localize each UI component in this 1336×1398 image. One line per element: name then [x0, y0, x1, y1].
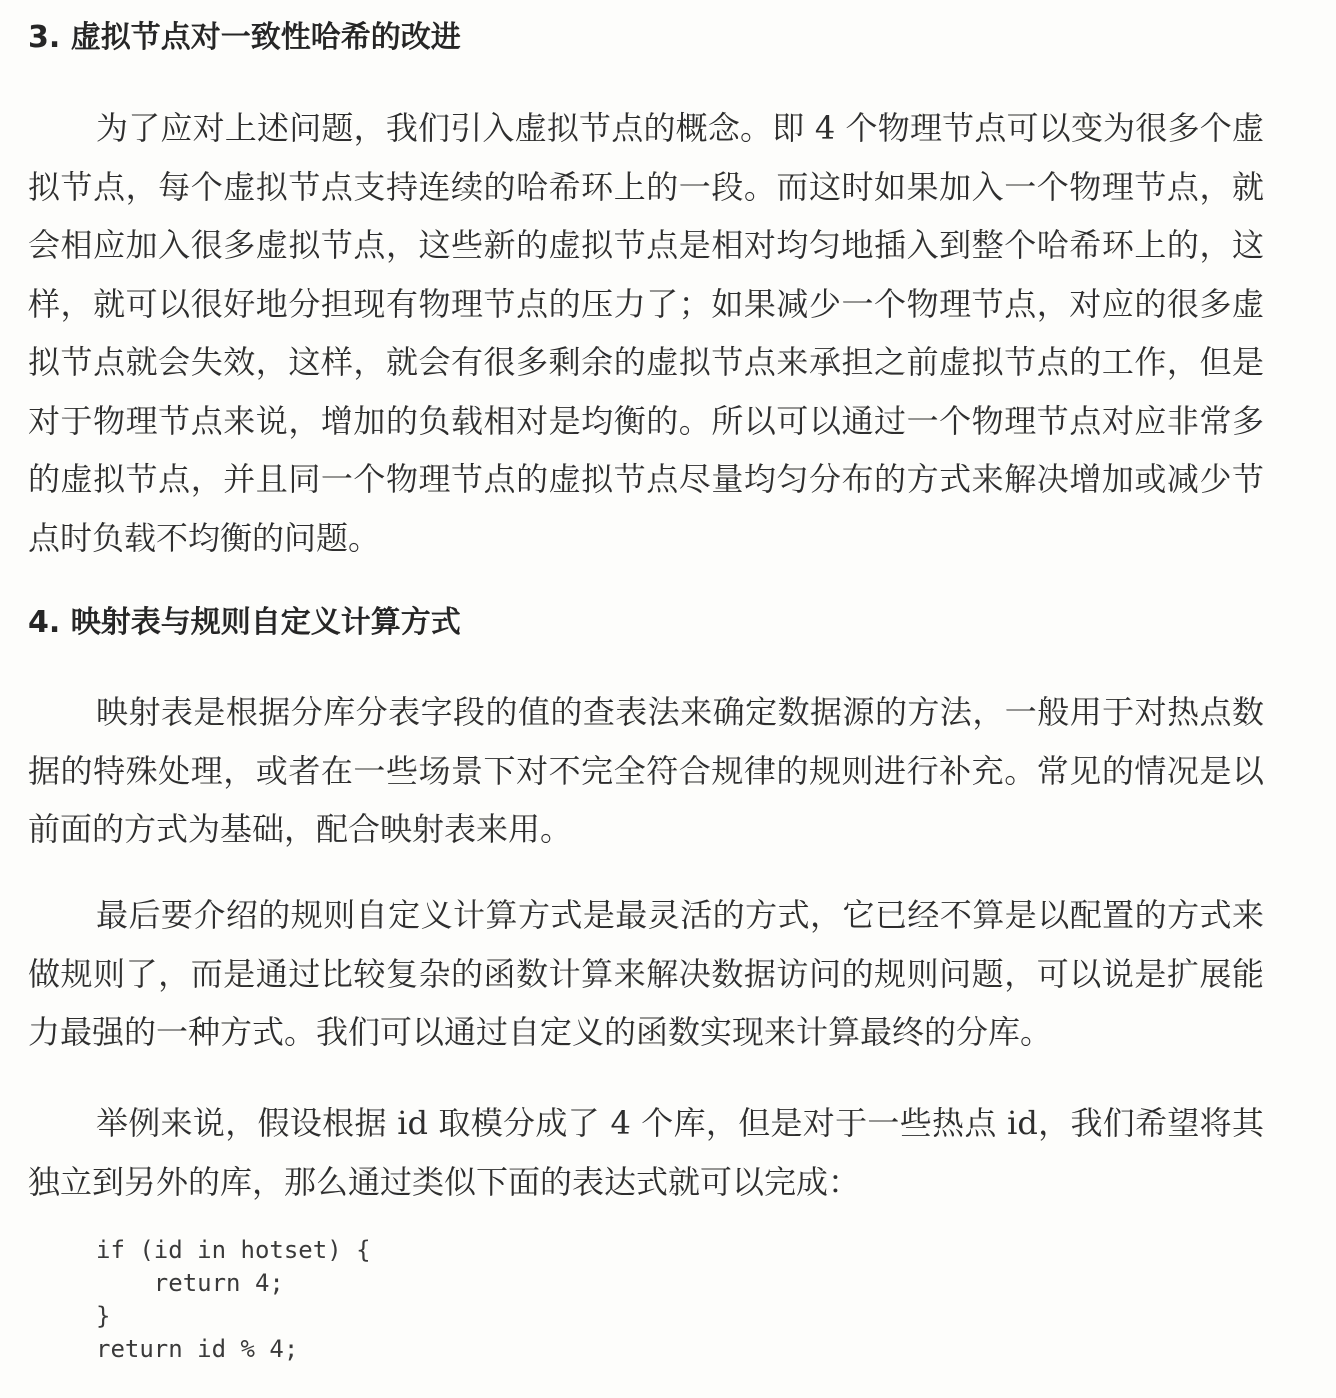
section-3-paragraph: 为了应对上述问题，我们引入虚拟节点的概念。即 4 个物理节点可以变为很多个虚拟节点，每个虚拟节点支持连续的哈希环上的一段。而这时如果加入一个物理节点，就会相应加入很多虚拟节点，这些新的虚拟节点是相对均匀地插入到整个哈希环上的，这样，就可以很好地分担现有物理节点的压力了；如果减少一个物理节点，对应的很多虚拟节点就会失效，这样，就会有很多剩余的虚拟节点来承担之前虚拟节点的工作，但是对于物理节点来说，增加的负载相对是均衡的。所以可以通过一个物理节点对应非常多的虚拟节点，并且同一个物理节点的虚拟节点尽量均匀分布的方式来解决增加或减少节点时负载不均衡的问题。	[28, 109, 1264, 557]
code-line: return id % 4;	[96, 1335, 299, 1363]
section-4-heading: 4. 映射表与规则自定义计算方式	[28, 605, 461, 640]
custom-rule-paragraph: 最后要介绍的规则自定义计算方式是最灵活的方式，它已经不算是以配置的方式来做规则了，而是通过比较复杂的函数计算来解决数据访问的规则问题，可以说是扩展能力最强的一种方式。我们可以通过自定义的函数实现来计算最终的分库。	[28, 896, 1264, 1051]
code-line: if (id in hotset) {	[96, 1236, 371, 1264]
code-line: return 4;	[96, 1269, 284, 1297]
example-paragraph: 举例来说，假设根据 id 取模分成了 4 个库，但是对于一些热点 id，我们希望将其独立到另外的库，那么通过类似下面的表达式就可以完成：	[28, 1104, 1264, 1201]
section-3-heading: 3. 虚拟节点对一致性哈希的改进	[28, 20, 461, 55]
mapping-table-paragraph: 映射表是根据分库分表字段的值的查表法来确定数据源的方法，一般用于对热点数据的特殊处理，或者在一些场景下对不完全符合规律的规则进行补充。常见的情况是以前面的方式为基础，配合映射表来用。	[28, 693, 1264, 848]
code-block	[96, 1234, 371, 1366]
code-line: }	[96, 1302, 111, 1330]
